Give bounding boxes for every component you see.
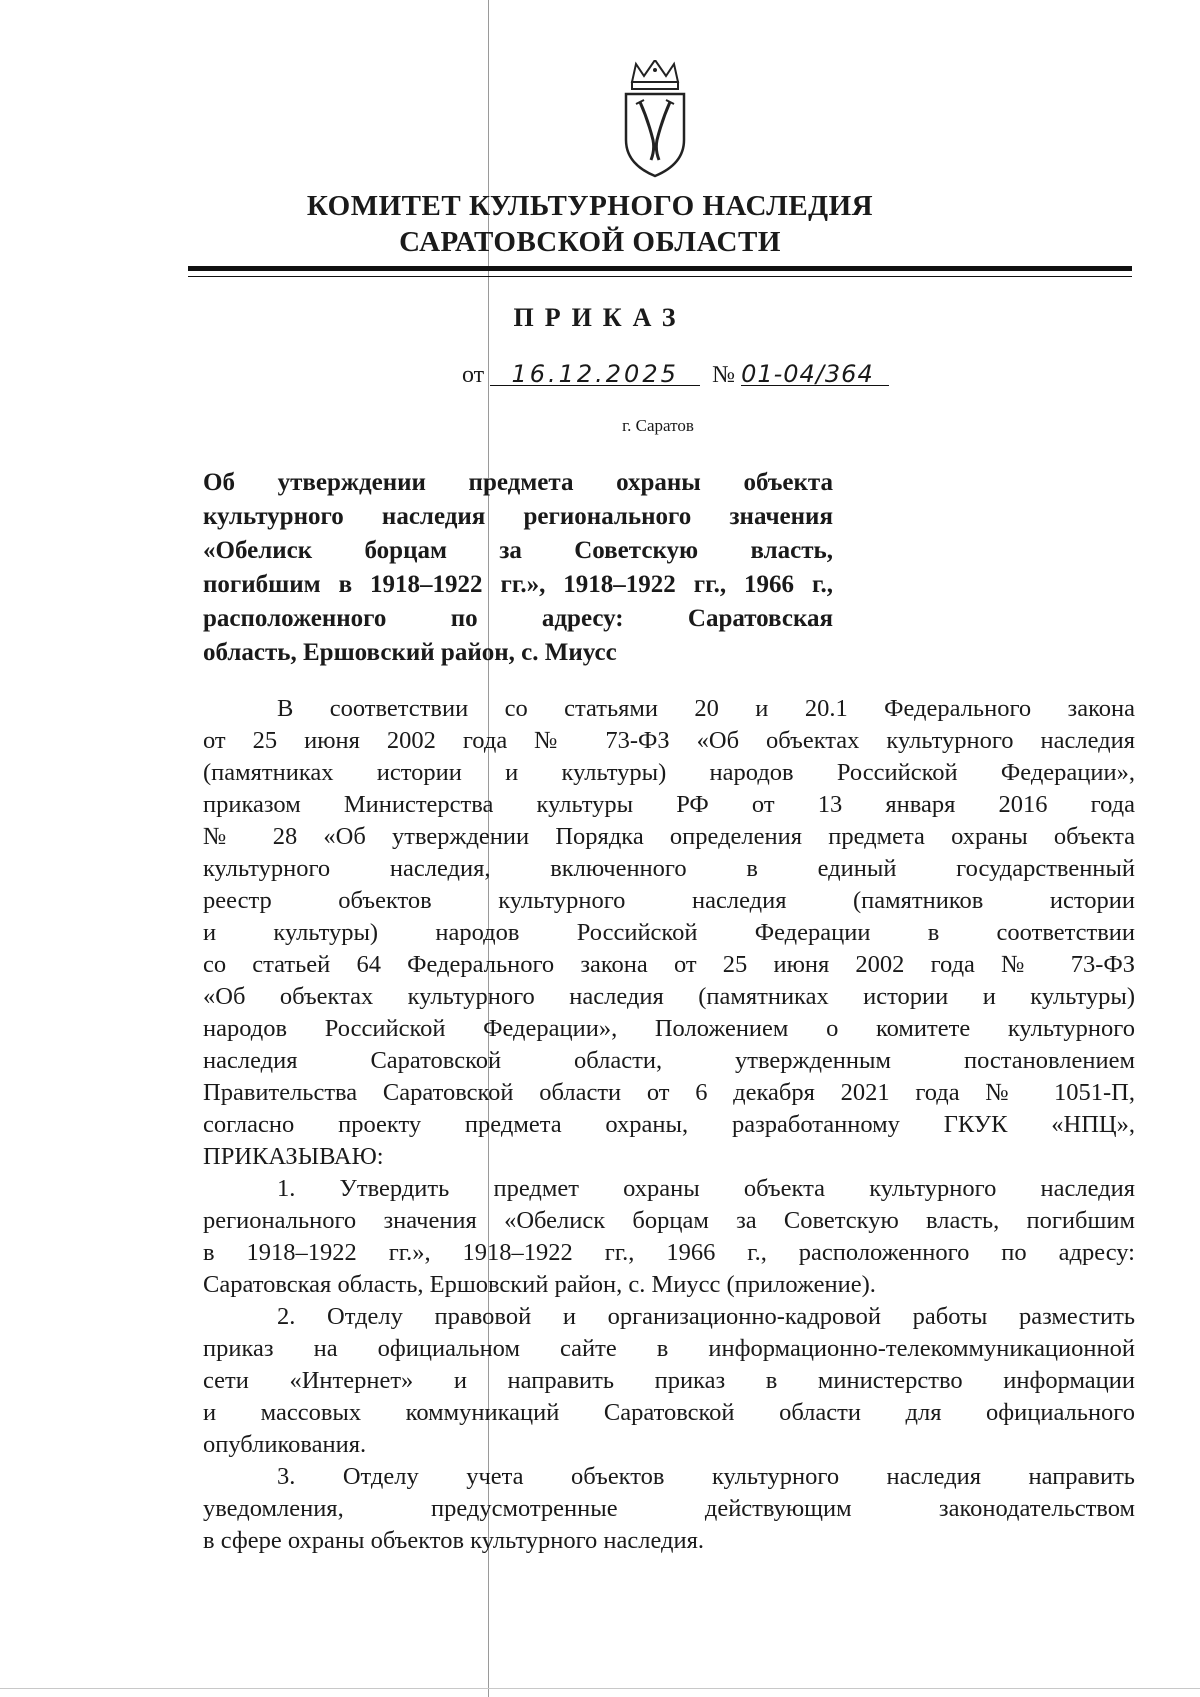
title-line: культурного наследия регионального значения — [203, 503, 833, 530]
body-line: и культуры) народов Российской Федерации в соответствии — [203, 919, 1135, 946]
header-rule-thin — [188, 276, 1132, 277]
title-line: погибшим в 1918–1922 гг.», 1918–1922 гг., 1966 г., — [203, 571, 833, 598]
body-line: культурного наследия, включенного в единый государственный — [203, 855, 1135, 882]
document-type-heading: ПРИКАЗ — [513, 303, 687, 332]
handwritten-date: 16.12.2025 — [490, 363, 700, 386]
body-line: сети «Интернет» и направить приказ в министерство информации — [203, 1367, 1135, 1394]
body-line: В соответствии со статьями 20 и 20.1 Федерального закона — [277, 695, 1135, 722]
body-line: (памятниках истории и культуры) народов Российской Федерации», — [203, 759, 1135, 786]
order-body — [203, 693, 1135, 1557]
body-line: ПРИКАЗЫВАЮ: — [203, 1143, 384, 1170]
body-line: опубликования. — [203, 1431, 367, 1458]
date-number-row — [462, 362, 889, 389]
body-line: 2. Отделу правовой и организационно-кадровой работы разместить — [277, 1303, 1135, 1330]
body-line: 3. Отделу учета объектов культурного наследия направить — [277, 1463, 1135, 1490]
title-line: расположенного по адресу: Саратовская — [203, 605, 833, 632]
title-line: область, Ершовский район, с. Миусс — [203, 639, 617, 666]
body-line: наследия Саратовской области, утвержденным постановлением — [203, 1047, 1135, 1074]
coat-of-arms-emblem — [620, 60, 690, 178]
date-from-label: от — [462, 362, 485, 388]
title-line: «Обелиск борцам за Советскую власть, — [203, 537, 833, 564]
handwritten-number: 01-04/364 — [741, 363, 889, 386]
scan-bottom-edge — [0, 1688, 1200, 1689]
body-line: Правительства Саратовской области от 6 декабря 2021 года № 1051-П, — [203, 1079, 1135, 1106]
organization-name-line2: САРАТОВСКОЙ ОБЛАСТИ — [399, 226, 781, 258]
body-line: в 1918–1922 гг.», 1918–1922 гг., 1966 г., расположенного по адресу: — [203, 1239, 1135, 1266]
body-line: Саратовская область, Ершовский район, с. Миусс (приложение). — [203, 1271, 876, 1298]
body-line: № 28 «Об утверждении Порядка определения предмета охраны объекта — [203, 823, 1135, 850]
organization-name-line1: КОМИТЕТ КУЛЬТУРНОГО НАСЛЕДИЯ — [306, 190, 874, 222]
body-line: согласно проекту предмета охраны, разработанному ГКУК «НПЦ», — [203, 1111, 1135, 1138]
body-line: реестр объектов культурного наследия (памятников истории — [203, 887, 1135, 914]
body-line: 1. Утвердить предмет охраны объекта культурного наследия — [277, 1175, 1135, 1202]
body-line: «Об объектах культурного наследия (памятниках истории и культуры) — [203, 983, 1135, 1010]
header-rule-thick — [188, 266, 1132, 271]
body-line: регионального значения «Обелиск борцам за Советскую власть, погибшим — [203, 1207, 1135, 1234]
body-line: приказ на официальном сайте в информационно-телекоммуникационной — [203, 1335, 1135, 1362]
order-title — [203, 466, 833, 670]
body-line: в сфере охраны объектов культурного наследия. — [203, 1527, 704, 1554]
number-label: № — [712, 362, 736, 388]
body-line: и массовых коммуникаций Саратовской области для официального — [203, 1399, 1135, 1426]
body-line: от 25 июня 2002 года № 73-ФЗ «Об объектах культурного наследия — [203, 727, 1135, 754]
city-label: г. Саратов — [622, 416, 694, 435]
body-line: уведомления, предусмотренные действующим законодательством — [203, 1495, 1135, 1522]
body-line: народов Российской Федерации», Положением о комитете культурного — [203, 1015, 1135, 1042]
body-line: приказом Министерства культуры РФ от 13 января 2016 года — [203, 791, 1135, 818]
body-line: со статьей 64 Федерального закона от 25 июня 2002 года № 73-ФЗ — [203, 951, 1135, 978]
title-line: Об утверждении предмета охраны объекта — [203, 469, 833, 496]
